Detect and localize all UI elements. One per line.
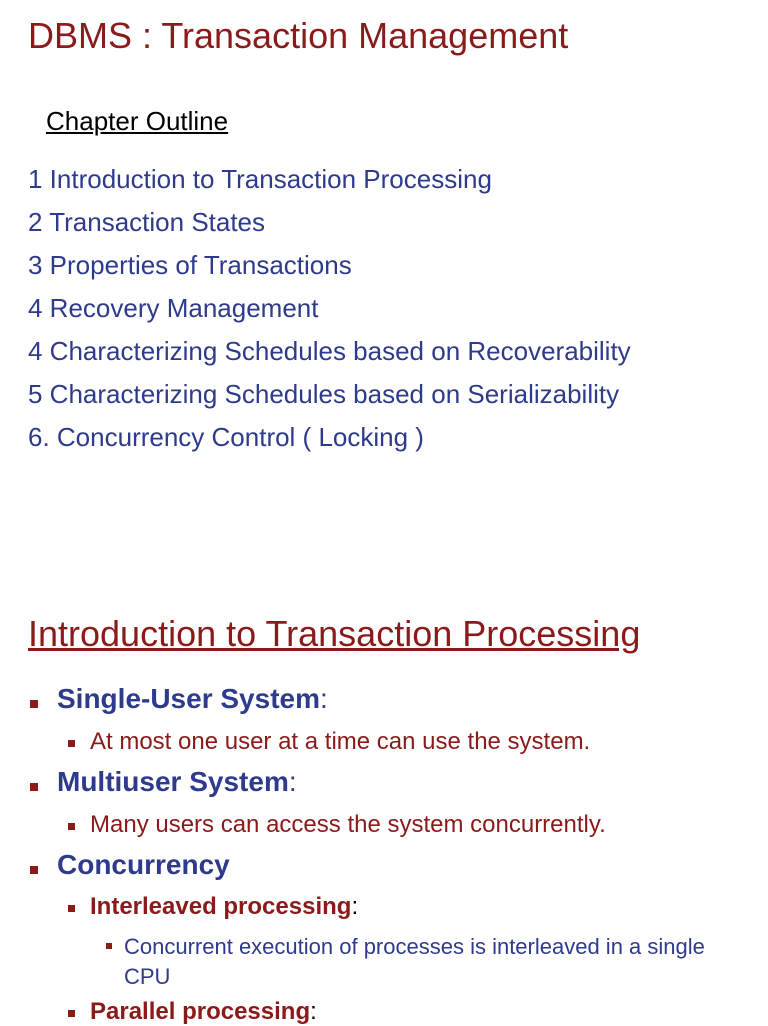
outline-heading: Chapter Outline — [46, 106, 229, 136]
single-user-desc: At most one user at a time can use the system. — [90, 728, 591, 755]
single-user-desc-row — [68, 728, 590, 756]
multi-user-desc: Many users can access the system concurrently. — [90, 811, 606, 838]
multi-user-label: Multiuser System: — [57, 766, 297, 797]
bullet-icon — [68, 823, 75, 830]
bullet-icon — [30, 866, 38, 874]
outline-item: 2 Transaction States — [28, 207, 266, 237]
outline-list — [28, 158, 631, 459]
outline-item: 1 Introduction to Transaction Processing — [28, 164, 492, 194]
outline-item: 6. Concurrency Control ( Locking ) — [28, 422, 424, 452]
single-user-row — [30, 683, 328, 715]
bullet-icon — [30, 700, 38, 708]
interleaved-row — [68, 893, 358, 921]
concurrency-row — [30, 849, 230, 881]
outline-item: 4 Recovery Management — [28, 293, 319, 323]
section-title: Introduction to Transaction Processing — [28, 613, 641, 654]
multi-user-row — [30, 766, 297, 798]
interleaved-desc: Concurrent execution of processes is interleaved in a single CPU — [124, 934, 705, 989]
bullet-icon — [106, 943, 112, 949]
multi-user-desc-row — [68, 811, 606, 839]
outline-item: 3 Properties of Transactions — [28, 250, 352, 280]
slide-title: DBMS : Transaction Management — [28, 15, 569, 56]
bullet-icon — [68, 740, 75, 747]
single-user-label: Single-User System: — [57, 683, 328, 714]
concurrency-label: Concurrency — [57, 849, 230, 880]
bullet-icon — [30, 783, 38, 791]
bullet-icon — [68, 905, 75, 912]
bullet-icon — [68, 1010, 75, 1017]
interleaved-label: Interleaved processing: — [90, 893, 359, 920]
outline-item: 5 Characterizing Schedules based on Serializability — [28, 379, 620, 409]
parallel-label: Parallel processing: — [90, 998, 317, 1025]
parallel-row — [68, 998, 317, 1026]
interleaved-desc-row — [106, 932, 724, 992]
outline-item: 4 Characterizing Schedules based on Recoverability — [28, 336, 631, 366]
